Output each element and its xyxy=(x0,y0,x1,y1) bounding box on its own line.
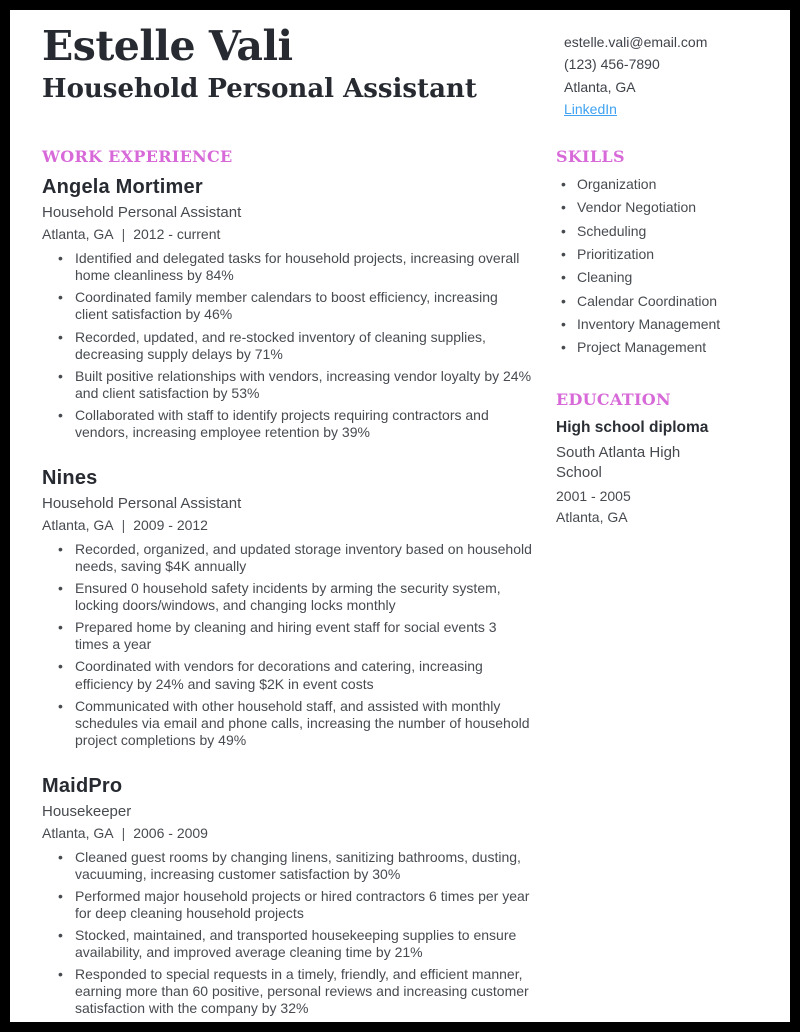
education-school: South Atlanta High School xyxy=(556,444,681,481)
skills-section xyxy=(556,147,766,356)
linkedin-link[interactable]: LinkedIn xyxy=(564,100,617,117)
bullet-item: • Coordinated with vendors for decorations and catering, increasing efficiency by 24% and saving $2K in event costs xyxy=(42,658,532,692)
resume-body xyxy=(42,147,774,1032)
job-bullet-list xyxy=(42,250,532,441)
skills-heading: SKILLS xyxy=(556,147,625,167)
job-dates: 2012 - current xyxy=(133,226,221,243)
job-meta xyxy=(42,226,532,242)
bullet-item: • Responded to special requests in a timely, friendly, and efficient manner, earning more than 60 positive, personal reviews and increasing customer satisfaction with the company by 32% xyxy=(42,966,532,1017)
skill-item: • Organization xyxy=(556,176,766,193)
skill-item: • Project Management xyxy=(556,339,766,356)
resume-header xyxy=(42,24,774,121)
education-location: Atlanta, GA xyxy=(556,508,628,525)
contact-email: estelle.vali@email.com xyxy=(564,34,708,50)
meta-separator: | xyxy=(121,824,126,841)
bullet-item: • Collaborated with staff to identify projects requiring contractors and vendors, increasing employee retention by 39% xyxy=(42,407,532,441)
job-entry-nines xyxy=(42,467,532,749)
contact-phone: (123) 456-7890 xyxy=(564,56,660,73)
contact-block xyxy=(564,24,774,121)
education-heading: EDUCATION xyxy=(556,390,671,410)
work-experience-heading: WORK EXPERIENCE xyxy=(42,147,233,167)
job-bullet-list xyxy=(42,849,532,1018)
work-experience-section xyxy=(42,147,532,1032)
job-dates: 2009 - 2012 xyxy=(133,516,208,533)
job-location: Atlanta, GA xyxy=(42,824,114,841)
bullet-item: • Built positive relationships with vendors, increasing vendor loyalty by 24% and client satisfaction by 53% xyxy=(42,368,532,402)
company-name: Nines xyxy=(42,466,98,489)
sidebar-column xyxy=(556,147,766,1032)
job-location: Atlanta, GA xyxy=(42,516,114,533)
skill-item: • Vendor Negotiation xyxy=(556,199,766,216)
job-location: Atlanta, GA xyxy=(42,226,114,243)
skill-item: • Calendar Coordination xyxy=(556,293,766,310)
bullet-item: • Recorded, organized, and updated storage inventory based on household needs, saving $4K annually xyxy=(42,541,532,575)
skill-item: • Scheduling xyxy=(556,223,766,240)
bullet-item: • Communicated with other household staff, and assisted with monthly schedules via email and phone calls, increasing the number of household project completions by 49% xyxy=(42,698,532,749)
name-block xyxy=(42,24,477,105)
education-section xyxy=(556,390,766,525)
education-degree: High school diploma xyxy=(556,419,709,437)
person-name: Estelle Vali xyxy=(42,22,293,70)
bullet-item: • Identified and delegated tasks for household projects, increasing overall home cleanliness by 84% xyxy=(42,250,532,284)
job-dates: 2006 - 2009 xyxy=(133,824,208,841)
company-name: Angela Mortimer xyxy=(42,176,203,199)
job-title: Housekeeper xyxy=(42,802,132,820)
meta-separator: | xyxy=(121,226,126,243)
bullet-item: • Recorded, updated, and re-stocked inventory of cleaning supplies, decreasing supply delays by 71% xyxy=(42,329,532,363)
bullet-item: • Coordinated family member calendars to boost efficiency, increasing client satisfaction by 46% xyxy=(42,289,532,323)
job-meta xyxy=(42,825,532,841)
education-dates: 2001 - 2005 xyxy=(556,487,631,504)
bullet-item: • Stocked, maintained, and transported housekeeping supplies to ensure availability, and improved average cleaning time by 21% xyxy=(42,927,532,961)
meta-separator: | xyxy=(121,516,126,533)
job-entry-maidpro xyxy=(42,775,532,1018)
bullet-item: • Prepared home by cleaning and hiring event staff for social events 3 times a year xyxy=(42,619,532,653)
company-name: MaidPro xyxy=(42,774,123,797)
skills-list xyxy=(556,176,766,356)
skill-item: • Cleaning xyxy=(556,269,766,286)
job-title: Household Personal Assistant xyxy=(42,204,242,222)
job-bullet-list xyxy=(42,541,532,749)
skill-item: • Prioritization xyxy=(556,246,766,263)
bullet-item: • Cleaned guest rooms by changing linens, sanitizing bathrooms, dusting, vacuuming, increasing customer satisfaction by 30% xyxy=(42,849,532,883)
contact-location: Atlanta, GA xyxy=(564,78,636,95)
bullet-item: • Ensured 0 household safety incidents by arming the security system, locking doors/windows, and changing locks monthly xyxy=(42,580,532,614)
job-title: Household Personal Assistant xyxy=(42,494,242,512)
job-entry-angela-mortimer xyxy=(42,176,532,441)
job-meta xyxy=(42,517,532,533)
person-job-title: Household Personal Assistant xyxy=(42,74,477,105)
bullet-item: • Performed major household projects or hired contractors 6 times per year for deep cleaning household projects xyxy=(42,888,532,922)
skill-item: • Inventory Management xyxy=(556,316,766,333)
